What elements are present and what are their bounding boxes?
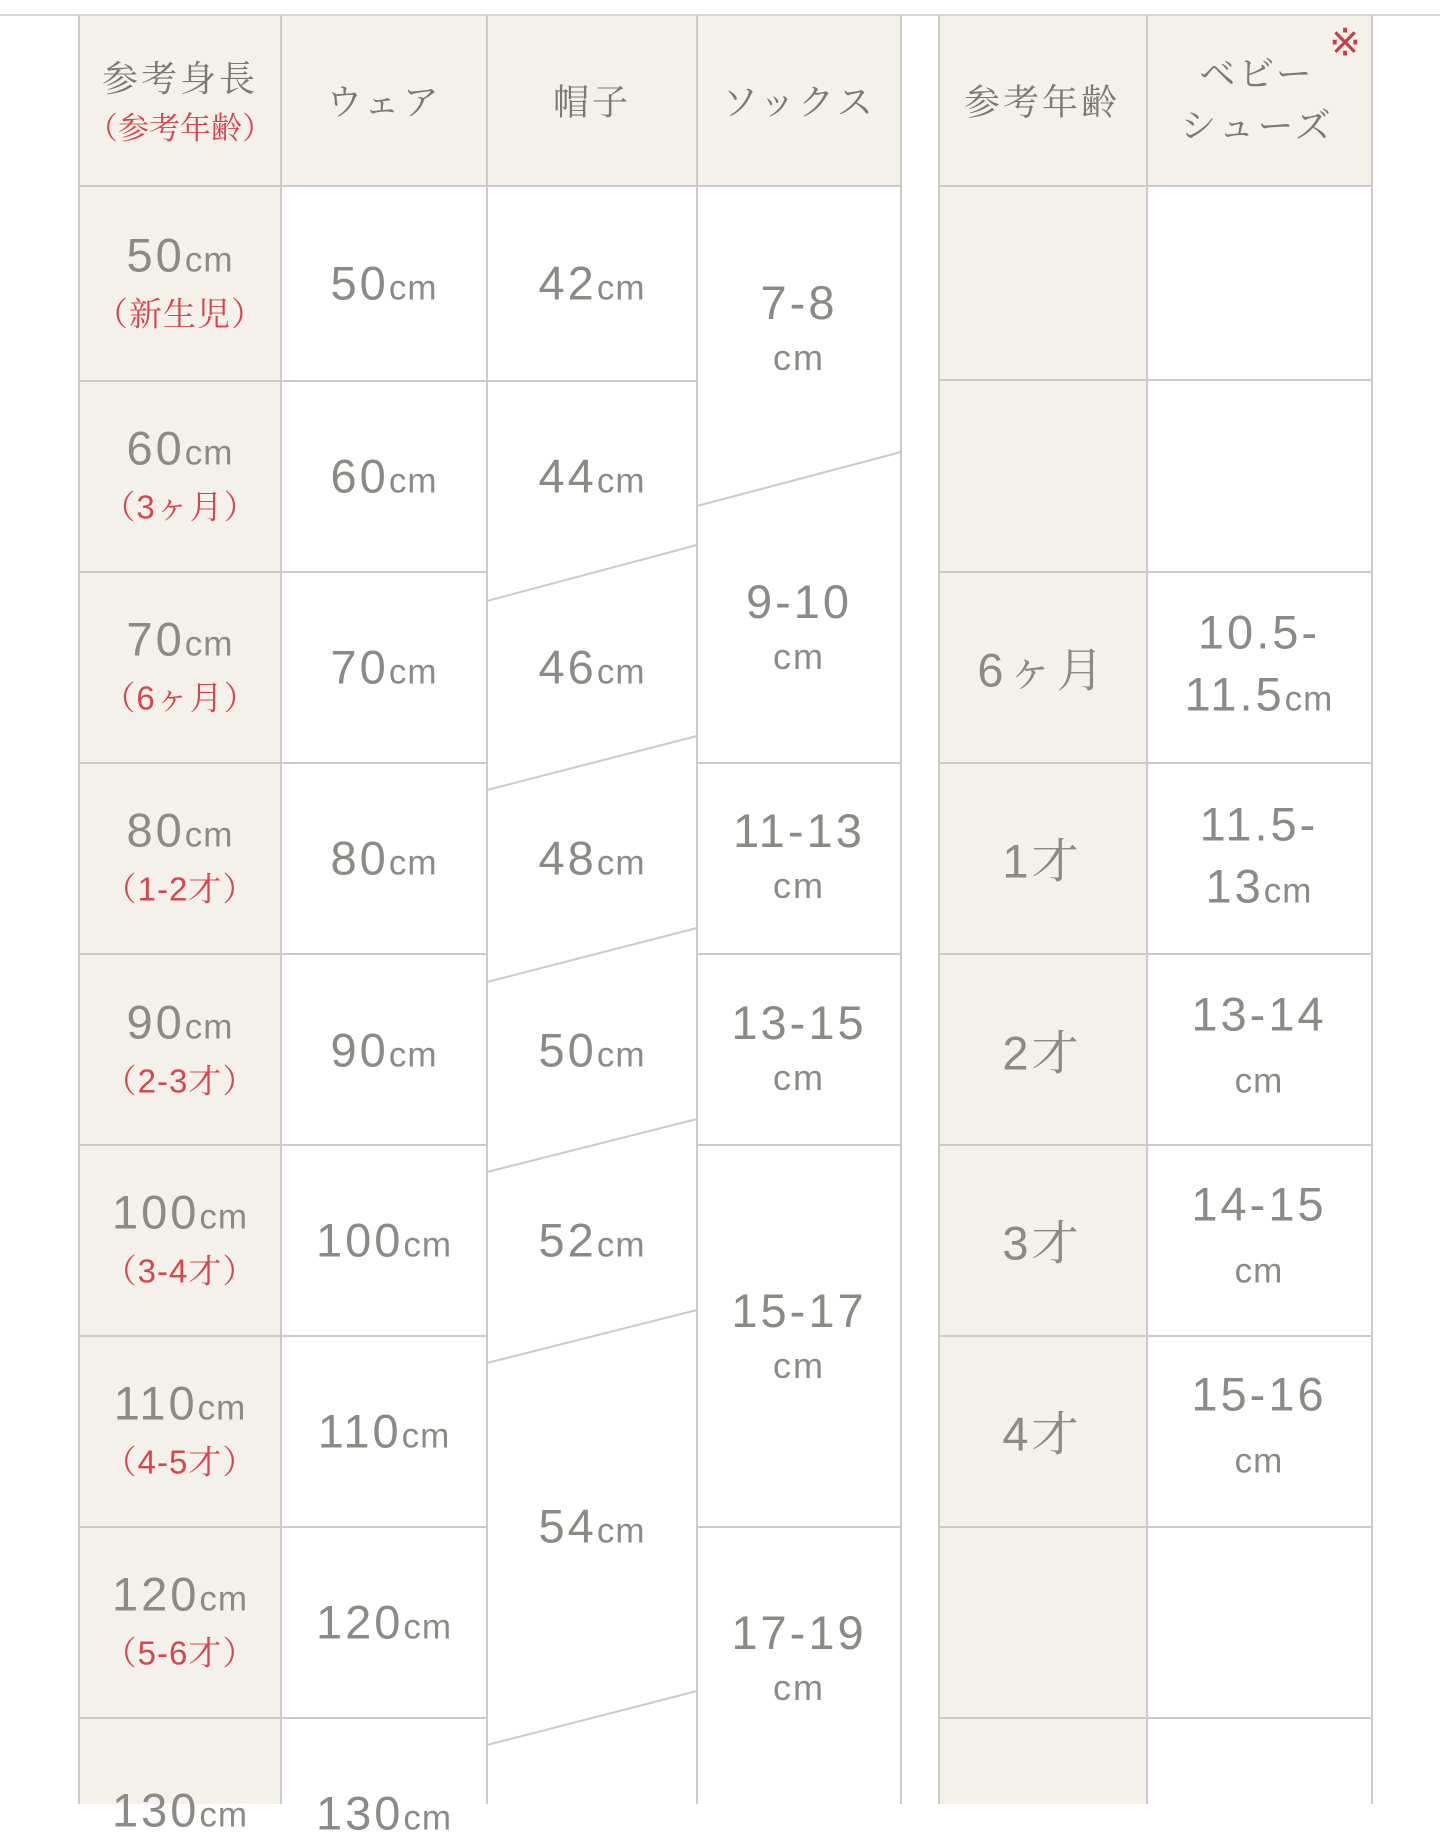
age-cell-1y: 1才	[1002, 834, 1082, 888]
shoes-cell-4y: 15-16 cm	[1191, 1367, 1327, 1481]
age-cell-2y: 2才	[1002, 1026, 1082, 1080]
wear-cell-70: 70cm	[330, 640, 438, 694]
height-cell-100: 100cm （3-4才）	[103, 1185, 257, 1290]
socks-cell-13-15: 13-15 cm	[731, 996, 867, 1098]
header-socks: ソックス	[722, 81, 876, 123]
height-cell-60: 60cm （3ヶ月）	[102, 421, 258, 526]
height-cell-50: 50cm （新生児）	[95, 228, 265, 333]
wear-cell-110: 110cm	[317, 1404, 451, 1458]
shoes-cell-6months: 10.5- 11.5cm	[1184, 605, 1334, 721]
hat-cell-42: 42cm	[538, 256, 646, 310]
wear-cell-80: 80cm	[330, 831, 438, 885]
height-cell-90: 90cm （2-3才）	[103, 995, 257, 1100]
header-reference-height: 参考身長 （参考年齢）	[87, 58, 273, 146]
shoes-cell-1y: 11.5- 13cm	[1199, 797, 1319, 913]
hat-cell-44: 44cm	[538, 449, 646, 503]
shoes-cell-2y: 13-14 cm	[1191, 987, 1327, 1101]
height-cell-80: 80cm （1-2才）	[103, 803, 257, 908]
socks-cell-15-17: 15-17 cm	[731, 1284, 867, 1386]
header-reference-age: 参考年齢	[963, 81, 1121, 123]
height-cell-120: 120cm （5-6才）	[103, 1567, 257, 1672]
hat-cell-54: 54cm	[538, 1499, 646, 1553]
hat-cell-52: 52cm	[538, 1213, 646, 1267]
wear-cell-120: 120cm	[315, 1595, 453, 1649]
shoes-cell-3y: 14-15 cm	[1191, 1177, 1327, 1291]
age-cell-4y: 4才	[1002, 1407, 1082, 1461]
hat-cell-46: 46cm	[538, 640, 646, 694]
header-hat: 帽子	[552, 81, 632, 123]
socks-cell-17-19: 17-19 cm	[731, 1606, 867, 1708]
note-asterisk-mark: ※	[1329, 22, 1361, 65]
socks-cell-11-13: 11-13 cm	[733, 804, 865, 906]
hat-cell-48: 48cm	[538, 831, 646, 885]
height-cell-70: 70cm （6ヶ月）	[102, 612, 258, 717]
age-cell-6months: 6ヶ月	[977, 643, 1107, 697]
socks-cell-9-10: 9-10 cm	[745, 575, 853, 677]
wear-cell-60: 60cm	[330, 449, 438, 503]
right-table-age-column-bg	[939, 15, 1147, 1804]
wear-cell-50: 50cm	[330, 256, 438, 310]
height-cell-130: 130cm	[111, 1783, 249, 1837]
wear-cell-100: 100cm	[315, 1213, 453, 1267]
socks-cell-7-8: 7-8 cm	[760, 276, 838, 378]
header-wear: ウェア	[326, 81, 442, 123]
wear-cell-130: 130cm	[315, 1786, 453, 1840]
height-cell-110: 110cm （4-5才）	[103, 1376, 257, 1481]
header-baby-shoes: ベビー シューズ	[1180, 53, 1334, 146]
wear-cell-90: 90cm	[330, 1023, 438, 1077]
age-cell-3y: 3才	[1002, 1216, 1082, 1270]
hat-cell-50: 50cm	[538, 1023, 646, 1077]
